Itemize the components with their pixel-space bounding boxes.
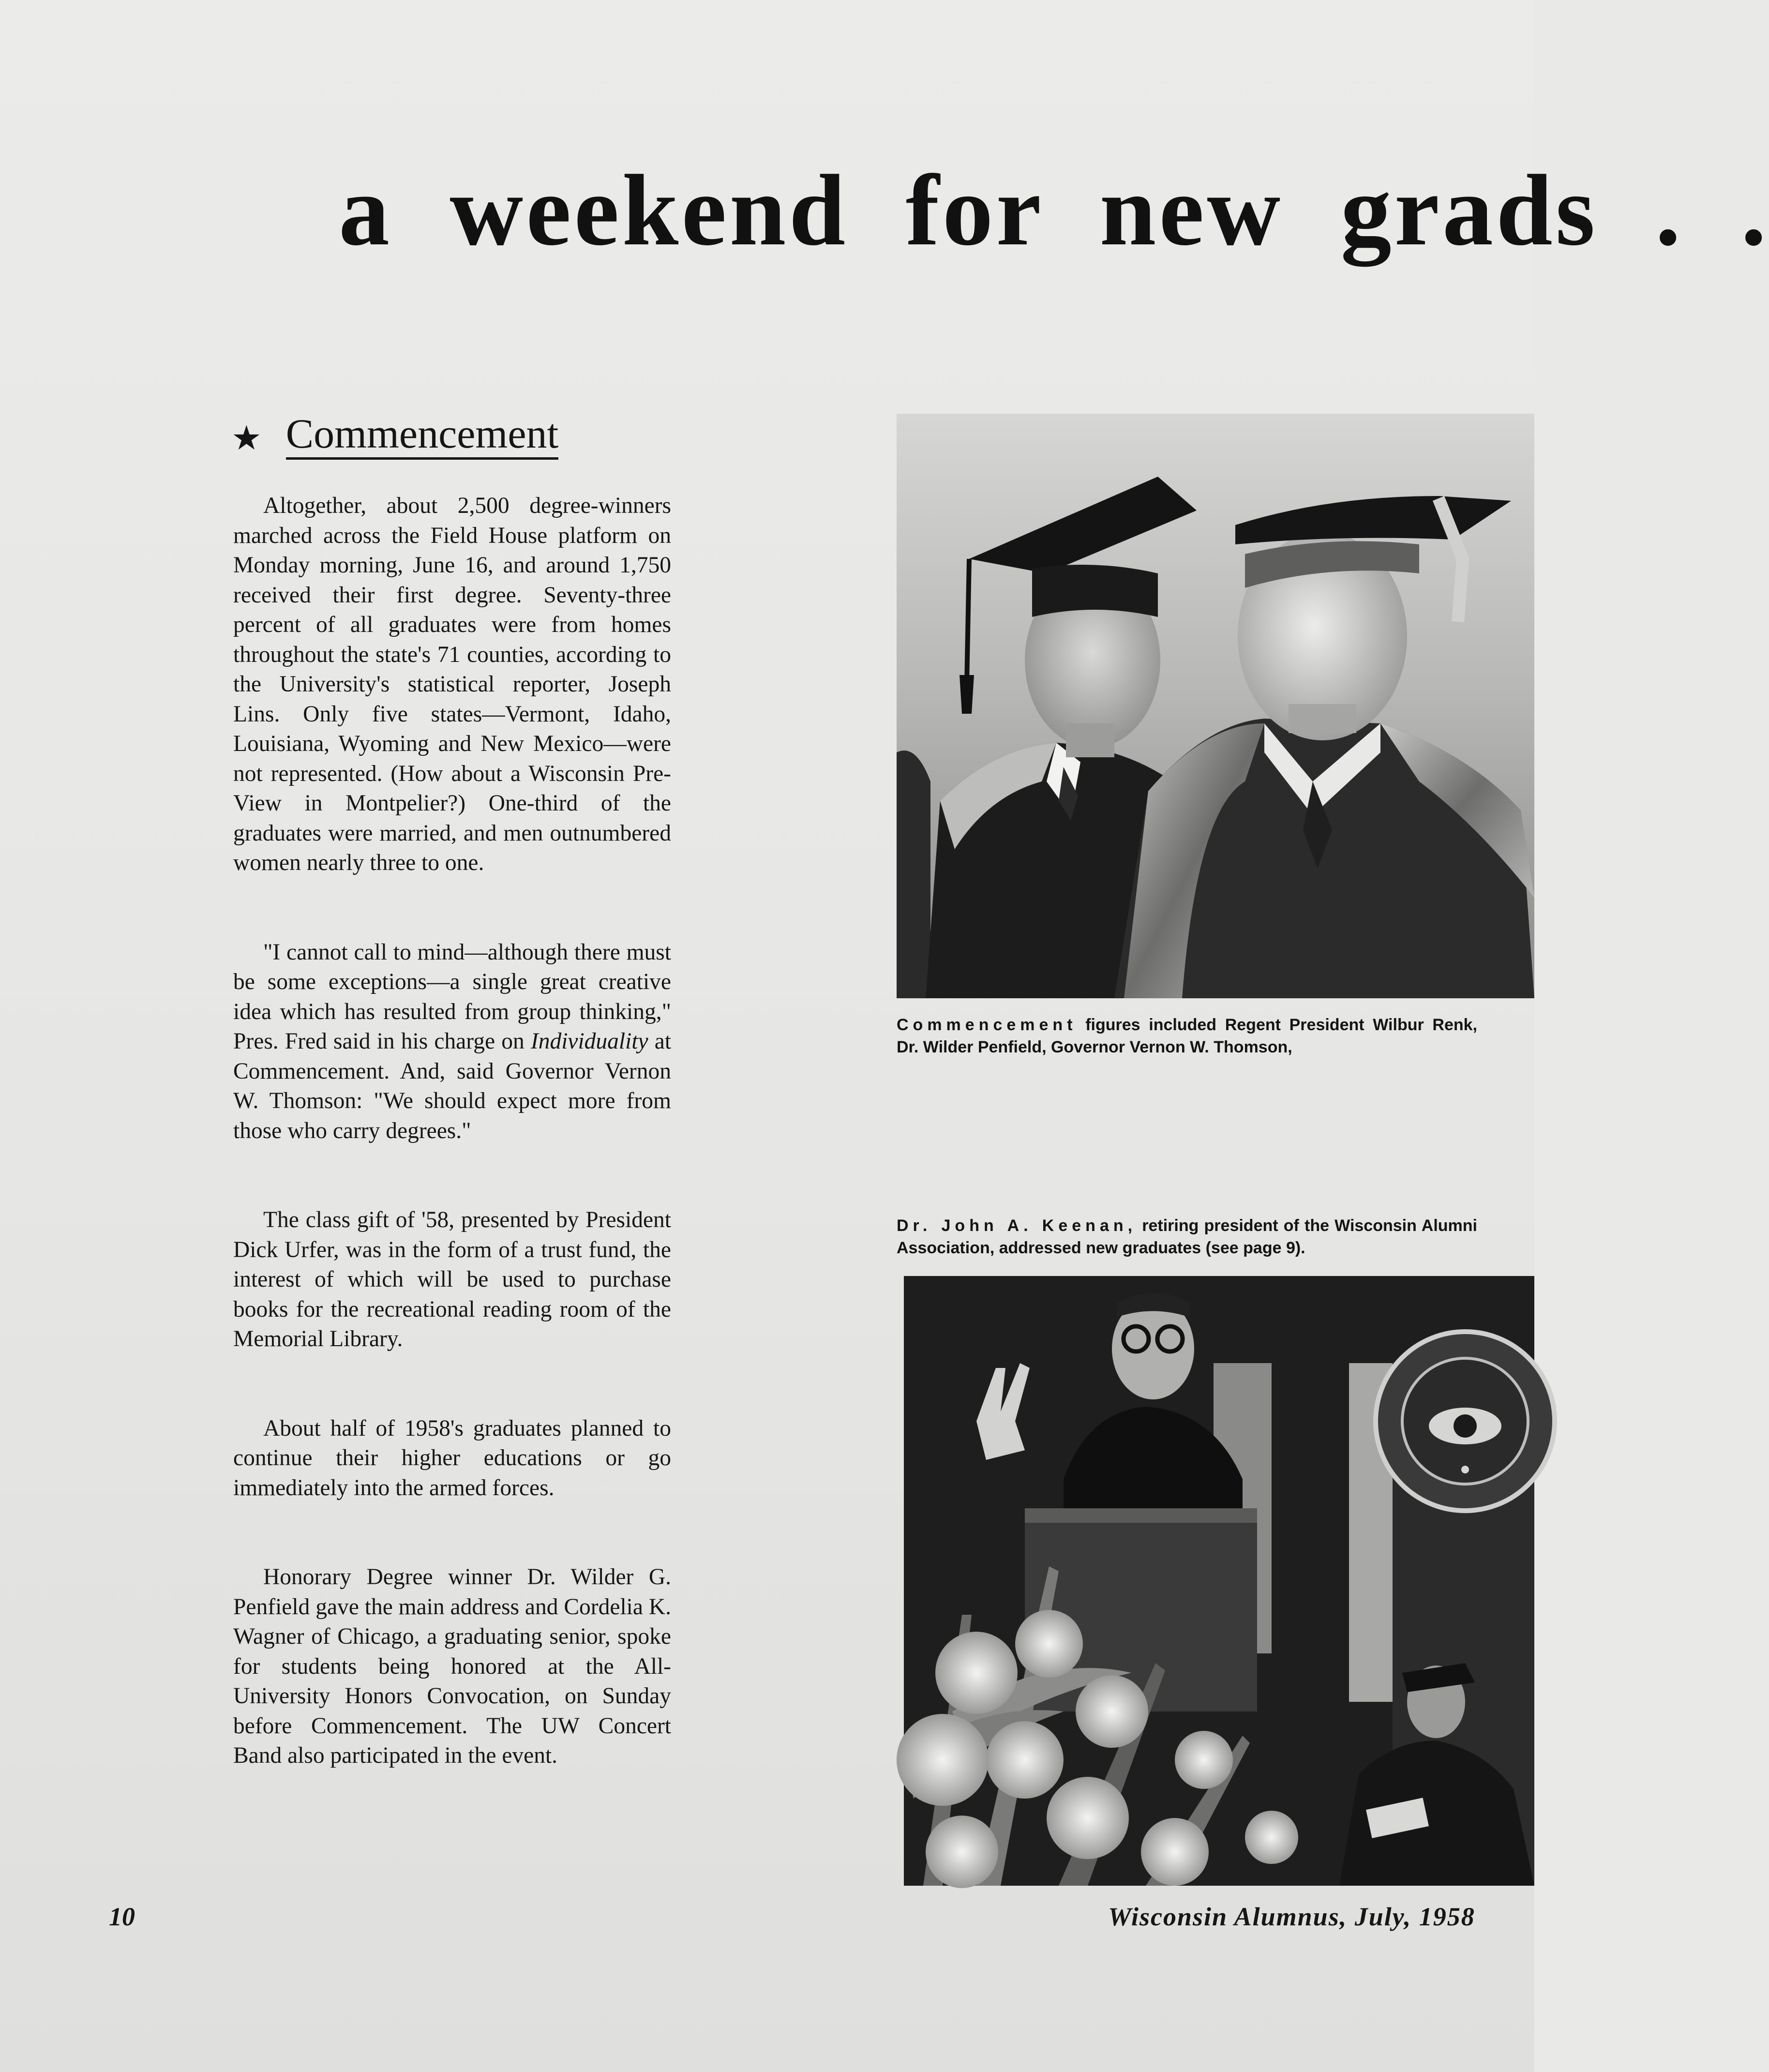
page-number: 10 bbox=[109, 1902, 135, 1931]
university-seal bbox=[1376, 1332, 1555, 1511]
photo-caption-bottom bbox=[897, 1215, 1477, 1259]
publication-footer: Wisconsin Alumnus, July, 1958 bbox=[1108, 1902, 1475, 1931]
speaker-photo bbox=[904, 1276, 1534, 1886]
caption-lead: Commencement bbox=[897, 1016, 1077, 1034]
paragraph-text: at Commencement. And, said Governor Vernon W. Thomson: "We should expect more from those who carry degrees." bbox=[233, 1029, 672, 1143]
caption-text: retiring president of the Wisconsin Alumni Association, addressed new graduates (see page 9). bbox=[897, 1216, 1477, 1257]
article-paragraph: Honorary Degree winner Dr. Wilder G. Penfield gave the main address and Cordelia K. Wagner of Chicago, a graduating senior, spoke for students being honored at the All-University Honors Convocation, on Sunday before Commencement. The UW Concert Band also participated in the event. bbox=[233, 1564, 671, 1768]
section-title: Commencement bbox=[286, 412, 559, 460]
photo-caption-top bbox=[897, 1014, 1477, 1058]
caption-text: figures included Regent President Wilbur Renk, Dr. Wilder Penfield, Governor Vernon W. Thomson, bbox=[897, 1016, 1477, 1056]
article-paragraph: The class gift of '58, presented by President Dick Urfer, was in the form of a trust fund, the interest of which will be used to purchase books for the recreational reading room of the Memorial Library. bbox=[233, 1207, 671, 1351]
speaker-photo-image bbox=[904, 1276, 1534, 1886]
section-heading bbox=[231, 406, 558, 460]
star-icon: ★ bbox=[231, 420, 262, 457]
article-paragraph: Altogether, about 2,500 degree-winners marched across the Field House platform on Monday morning, June 16, and around 1,750 received their first degree. Seventy-three percent of all graduates were from homes throughout the state's 71 counties, according to the University's statistical reporter, Joseph Lins. Only five states—Vermont, Idaho, Louisiana, Wyoming and New Mexico—were not represented. (How about a Wisconsin Pre-View in Montpelier?) One-third of the graduates were married, and men outnumbered women nearly three to one. bbox=[233, 493, 671, 875]
page-headline: a weekend for new grads . . bbox=[339, 154, 1769, 267]
emphasized-title: Individuality bbox=[530, 1029, 648, 1054]
article-paragraph bbox=[233, 938, 671, 1146]
article-column bbox=[233, 491, 671, 1831]
commencement-photo-image bbox=[897, 414, 1534, 998]
paragraph-text: "I cannot call to mind—although there must be some exceptions—a single great creative idea which has resulted from group thinking," Pres. Fred said in his charge on bbox=[233, 939, 671, 1054]
commencement-photo bbox=[897, 414, 1534, 998]
caption-lead: Dr. John A. Keenan, bbox=[897, 1216, 1137, 1235]
article-paragraph: About half of 1958's graduates planned to continue their higher educations or go immediately into the armed forces. bbox=[233, 1415, 671, 1501]
